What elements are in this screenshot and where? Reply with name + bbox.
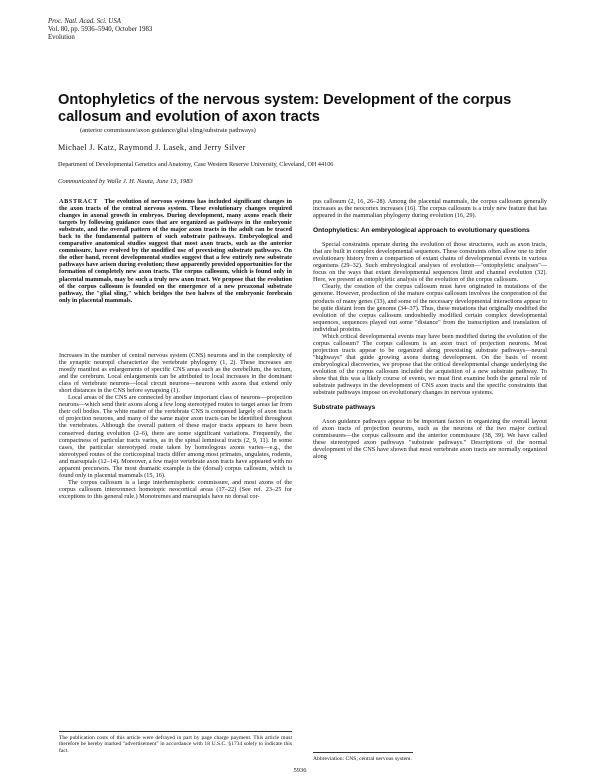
right-column (313, 198, 547, 460)
journal-volume: Vol. 80, pp. 5936–5940, October 1983 (48, 26, 153, 33)
page-number: 5936 (293, 767, 307, 774)
section-heading: Ontophyletics: An embryological approach to evolutionary questions (313, 227, 530, 235)
body-paragraph: Increases in the number of central nervous system (CNS) neurons and in the complexity of the synaptic neuropil characterize the vertebrate phylogeny (1, 2). These increases are mostly manifest as enlargements of specific CNS areas such as the cerebellum, the tectum, and the cerebrum. Local enlargements can be attributed to local increases in the dominant class of vertebrate neurons—local circuit neurons—neurons with axons that extend only short distances in the CNS before synapsing (1). (59, 352, 292, 395)
journal-section: Evolution (48, 34, 75, 41)
keywords: (anterior commissure/axon guidance/glial sling/substrate pathways) (80, 127, 256, 134)
abstract-label: ABSTRACT (59, 198, 98, 205)
journal-header (48, 18, 152, 42)
footnote-divider (59, 731, 292, 732)
body-paragraph: pus callosum (2, 16, 26–28). Among the placental mammals, the corpus callosum generally increases as the neocortex increases (16). The corpus callosum is a truly new feature that has appeared in the mammalian phylogeny during evolution (16, 29). (313, 198, 547, 220)
left-column (59, 352, 292, 500)
journal-name: Proc. Natl. Acad. Sci. USA (48, 18, 121, 25)
body-paragraph: Special constraints operate during the evolution of those structures, such as axon tracts, that are built in complex developmental sequences. These constraints often allow one to infer evolutionary history from a comparison of extant chains of developmental events in various organisms (29–32). Such embryological analyses of evolution—"ontophyletic analyses"—focus on the ways that extant developmental sequences limit and channel evolution (32). Here, we present an ontophyletic analysis of the evolution of the corpus callosum. (313, 241, 547, 284)
authors: Michael J. Katz, Raymond J. Lasek, and Jerry Silver (58, 143, 246, 152)
body-paragraph: The corpus callosum is a large interhemispheric commissure, and most axons of the corpus callosum interconnect homotopic neocortical areas (17–22) (See ref. 23–25 for exceptions to this general rule.) Monotremes and marsupials have no dorsal cor- (59, 478, 292, 500)
affiliation: Department of Developmental Genetics and Anatomy, Case Western Reserve University, Cleveland, OH 44106 (58, 161, 334, 168)
body-paragraph: Local areas of the CNS are connected by another important class of neurons—projection neurons—which send their axons along a few long stereotyped routes to target areas far from their cell bodies. The white matter of the vertebrate CNS is composed largely of axon tracts of projection neurons, and many of the same major axon tracts can be identified throughout the vertebrates. Although the overall pattern of these major tracts appears to have been conserved during evolution (2–6), there are some significant variations. Frequently, the compactness of particular tracts varies, as in the spinal lemniscal tracts (2, 9, 11). In some cases, the particular stereotyped route taken by homologous axons varies—e.g., the stereotyped routes of the corticospinal tracts differ among most primates, ungulates, rodents, and marsupials (12–14). Moreover, a few major vertebrate axon tracts have appeared with no apparent precursors. The most dramatic example is the (dorsal) corpus callosum, which is found only in placental mammals (15, 16). (59, 394, 292, 479)
abbreviation-divider (313, 752, 413, 753)
abbreviation-note: Abbreviation: CNS, central nervous system. (313, 756, 412, 762)
footnote: The publication costs of this article were defrayed in part by page charge payment. This article must therefore be hereby marked "advertisement" in accordance with 18 U.S.C. §1734 solely to indicate this fact. (59, 735, 292, 754)
body-paragraph: Which critical developmental events may have been modified during the evolution of the corpus callosum? The corpus callosum is an axon tract of projection neurons. Most projection tracts appear to be organized along preexisting substrate pathways—neural "highways" that guide growing axons during development. On the basis of recent embryological discoveries, we propose that the critical developmental change underlying the evolution of the corpus callosum included the acquisition of a new substrate pathway. To show that this was a likely course of events, we must first examine both the general role of substrate pathways in the development of CNS axon tracts and the specific constraints that substrate pathways impose on evolutionary changes in nervous systems. (313, 332, 547, 397)
abstract (59, 198, 292, 304)
paper-title: Ontophyletics of the nervous system: Development of the corpus callosum and evolution of axon tracts (58, 92, 512, 125)
body-paragraph: Axon guidance pathways appear to be important factors in organizing the overall layout of axon tracts of projection neurons, such as the neurons of the two major cortical commissures—the corpus callosum and the anterior commissure (38, 39). We have called these stereotyped axon pathways "substrate pathways." Descriptions of the normal development of the CNS have shown that most vertebrate axon tracts are normally organized along (313, 418, 547, 461)
communicated-by: Communicated by Walle J. H. Nauta, June 13, 1983 (58, 178, 193, 185)
body-paragraph: Clearly, the creation of the corpus callosum must have originated in mutations of the genome. However, production of the mature corpus callosum involves the cooperation of the products of many genes (33), and some of the necessary developmental interactions appear to be quite distant from the genome (34–37). Thus, these mutations that originally modified the evolution of the corpus callosum undoubtedly modified certain complex developmental sequences, sequences played out some "distance" from the transcription and translation of individual proteins. (313, 283, 547, 333)
abstract-text: The evolution of nervous systems has included significant changes in the axon tracts of the central nervous system. These evolutionary changes required changes in axonal growth in embryos. During development, many axons reach their targets by following guidance cues that are organized as pathways in the embryonic substrate, and the overall pattern of the major axon tracts in the adult can be traced back to the fundamental pattern of such substrate pathways. Embryological and comparative anatomical studies suggest that most axon tracts, such as the anterior commissure, have evolved by the modified use of preexisting substrate pathways. On the other hand, recent developmental studies suggest that a few entirely new substrate pathways have arisen during evolution; these apparently provided opportunities for the formation of completely new axon tracts. The corpus callosum, which is found only in placental mammals, may be such a truly new axon tract. We propose that the evolution of the corpus callosum is founded on the emergence of a new preaxonal substrate pathway, the "glial sling," which bridges the two halves of the embryonic forebrain only in placental mammals. (59, 198, 293, 304)
section-heading: Substrate pathways (313, 404, 376, 412)
